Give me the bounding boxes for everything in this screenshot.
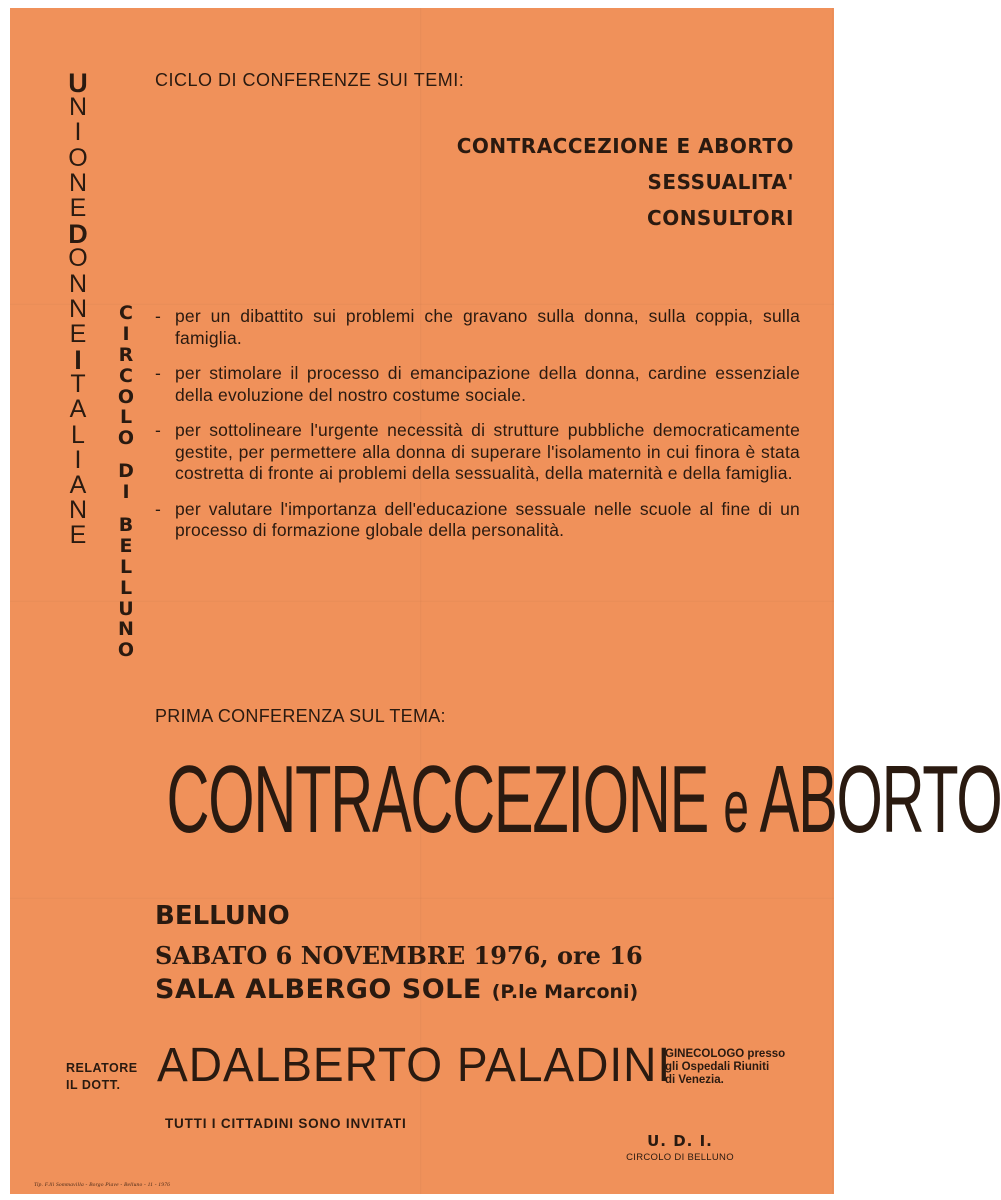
vertical-letter: D	[68, 219, 88, 250]
venue-note: (P.le Marconi)	[491, 981, 639, 1003]
vertical-letter: L	[71, 420, 85, 449]
vertical-letter: N	[68, 168, 88, 197]
speaker-prefix-line1: RELATORE	[66, 1061, 138, 1075]
main-title	[166, 740, 1001, 867]
vertical-segment	[68, 219, 88, 250]
speaker-prefix-line2: IL DOTT.	[66, 1078, 121, 1092]
vertical-letter: N	[68, 93, 88, 122]
vertical-word	[118, 304, 134, 450]
speaker-role-line1: GINECOLOGO presso	[665, 1048, 786, 1060]
vertical-letter: B	[118, 514, 134, 537]
event-venue	[155, 974, 638, 1005]
vertical-letter: D	[118, 460, 134, 483]
vertical-letter: U	[68, 68, 88, 98]
signature-org: U. D. I.	[647, 1132, 713, 1150]
signature-branch: CIRCOLO DI BELLUNO	[626, 1152, 734, 1163]
vertical-letter: N	[118, 618, 134, 641]
conference-cycle-intro: CICLO DI CONFERENZE SUI TEMI:	[155, 70, 465, 90]
vertical-letter: A	[69, 471, 87, 499]
printer-credit: Tip. F.lli Sommavilla - Borgo Piave - Belluno - 11 - 1976	[34, 1182, 171, 1188]
speaker-prefix	[66, 1060, 138, 1094]
vertical-word	[118, 462, 134, 504]
udi-vertical-title	[68, 70, 88, 549]
reason-item: - per valutare l'importanza dell'educazione sessuale nelle scuole al fine di un processo di formazione globale della personalità.	[155, 498, 800, 540]
circolo-vertical-title	[116, 304, 136, 662]
vertical-letter: U	[118, 597, 134, 620]
vertical-letter: I	[74, 345, 82, 376]
speaker-role-line3: di Venezia.	[665, 1074, 724, 1086]
signature	[610, 1132, 750, 1163]
venue-name: SALA ALBERGO SOLE	[155, 974, 482, 1005]
topic-item: SESSUALITA'	[647, 170, 794, 194]
main-title-part2: ABORTO	[759, 746, 1001, 853]
vertical-letter: T	[70, 370, 86, 399]
vertical-letter: L	[119, 576, 133, 599]
vertical-letter: N	[68, 294, 88, 323]
reason-item: - per sottolineare l'urgente necessità di strutture pubbliche democraticamente gestite, per permettere alla donna di superare l'isolamento in cui finora è stata costretta di fronte ai problemi della sessualità, della maternità e della famiglia.	[155, 420, 800, 483]
vertical-letter: A	[69, 395, 87, 424]
vertical-segment	[74, 345, 82, 376]
vertical-segment	[68, 246, 87, 347]
vertical-letter: O	[117, 385, 135, 408]
vertical-letter: N	[68, 269, 88, 298]
topics-list	[457, 128, 794, 236]
vertical-letter: O	[68, 143, 88, 172]
vertical-letter: E	[69, 521, 87, 550]
vertical-letter: L	[119, 555, 133, 578]
vertical-letter: R	[118, 343, 134, 366]
event-date: SABATO 6 NOVEMBRE 1976, ore 16	[155, 941, 643, 970]
main-title-connector: e	[723, 765, 748, 848]
vertical-letter: C	[119, 364, 133, 387]
vertical-letter: E	[119, 534, 133, 557]
vertical-segment	[69, 372, 87, 548]
vertical-segment	[68, 95, 87, 221]
vertical-letter: C	[119, 302, 133, 324]
vertical-letter: I	[74, 445, 82, 474]
vertical-segment	[68, 68, 88, 98]
vertical-letter: L	[119, 406, 133, 429]
topic-item: CONTRACCEZIONE E ABORTO	[456, 134, 794, 158]
vertical-letter: I	[74, 118, 82, 147]
first-conference-label: PRIMA CONFERENZA SUL TEMA:	[155, 706, 446, 726]
vertical-letter: O	[68, 244, 88, 273]
reason-item: - per stimolare il processo di emancipazione della donna, cardine essenziale della evoluzione del nostro costume sociale.	[155, 363, 800, 405]
speaker-name: ADALBERTO PALADINI	[157, 1039, 672, 1092]
event-city: BELLUNO	[155, 901, 290, 931]
vertical-letter: O	[117, 427, 135, 450]
main-title-part1: CONTRACCEZIONE	[166, 746, 709, 853]
vertical-word	[118, 516, 134, 662]
reason-item: - per un dibattito sui problemi che gravano sulla donna, sulla coppia, sulla famiglia.	[155, 306, 800, 348]
reasons-list	[155, 306, 800, 556]
invitation-line: TUTTI I CITTADINI SONO INVITATI	[165, 1116, 407, 1131]
vertical-letter: N	[68, 496, 88, 525]
vertical-letter: O	[117, 639, 135, 662]
speaker-role	[665, 1048, 785, 1087]
vertical-letter: I	[122, 481, 130, 504]
vertical-letter: I	[122, 322, 130, 345]
vertical-letter: E	[69, 193, 87, 222]
speaker-role-line2: gli Ospedali Riuniti	[665, 1061, 770, 1073]
topic-item: CONSULTORI	[647, 206, 794, 230]
vertical-letter: E	[69, 319, 87, 348]
poster	[10, 8, 1001, 1194]
